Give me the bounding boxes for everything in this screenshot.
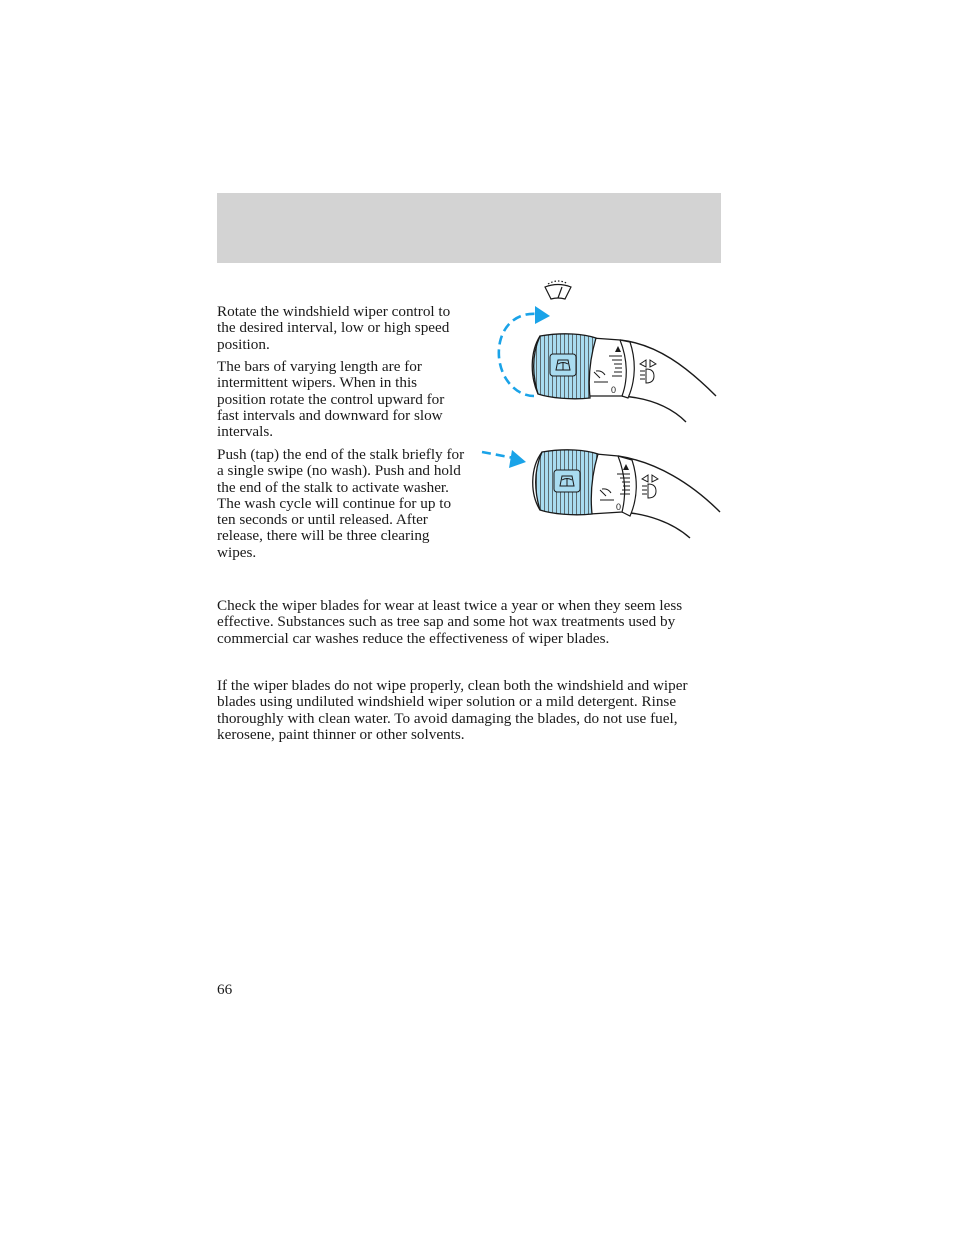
push-arrow-icon (482, 452, 514, 458)
section-header-band (217, 193, 721, 263)
stalk-lower-edge (622, 396, 686, 422)
stalk-lower-edge (622, 512, 690, 538)
off-position-mark: 0 (611, 385, 617, 395)
bottom-stalk (482, 450, 720, 538)
wiper-blade-check-text: Check the wiper blades for wear at least twice a year or when they seem less effective. Substances such as tree sap and some hot wax treatments used by commercial car washes reduce the effectiveness of wiper blades. (217, 597, 683, 647)
push-arrowhead (509, 450, 526, 468)
windshield-wiper-icon (545, 281, 571, 299)
instruction-wash: Push (tap) the end of the stalk briefly for a single swipe (no wash). Push and hold the end of the stalk to activate washer. The wash cycle will continue for up to ten seconds or until released. After release, there will be three clearing wipes. (217, 446, 465, 561)
instruction-intermittent: The bars of varying length are for intermittent wipers. When in this position rotate the control upward for fast intervals and downward for slow intervals. (217, 358, 445, 441)
headlamp-icon (642, 475, 658, 498)
wiper-stalk-illustration (472, 272, 724, 542)
wiper-stalk-diagram (472, 272, 724, 542)
instruction-rotate: Rotate the windshield wiper control to the desired interval, low or high speed position. (217, 303, 451, 353)
page-number: 66 (217, 981, 233, 998)
off-position-mark: 0 (616, 502, 622, 512)
headlamp-icon (640, 360, 656, 383)
rotate-arrow-icon (499, 314, 538, 396)
top-stalk (499, 281, 716, 422)
wiper-blade-cleaning-text: If the wiper blades do not wipe properly, clean both the windshield and wiper blades using undiluted windshield wiper solution or a mild detergent. Rinse thoroughly with clean water. To avoid damaging the blades, do not use fuel, kerosene, paint thinner or other solvents. (217, 677, 688, 743)
rotate-arrowhead (535, 306, 550, 324)
